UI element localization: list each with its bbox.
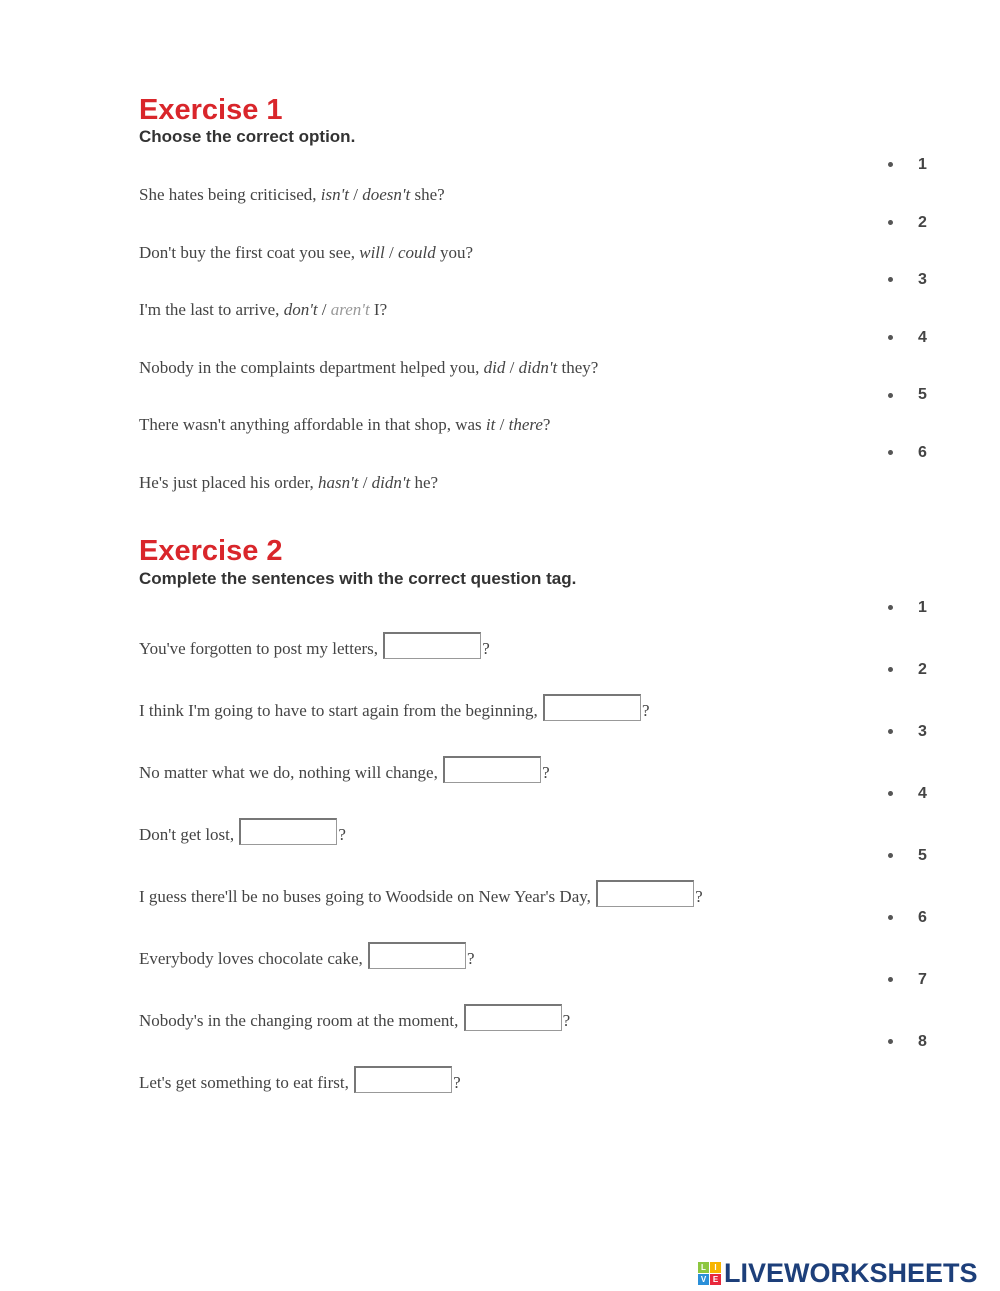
item-number-label: 6 xyxy=(918,444,927,461)
item-number-label: 1 xyxy=(918,599,927,616)
item-number-label: 6 xyxy=(918,909,927,926)
option-separator: / xyxy=(317,300,331,320)
sentence-end: ? xyxy=(467,949,475,968)
item-number xyxy=(888,215,927,231)
sentence-end: ? xyxy=(482,639,490,658)
option-1[interactable]: isn't xyxy=(320,185,349,204)
item-number-label: 4 xyxy=(918,328,927,346)
option-2[interactable]: didn't xyxy=(518,357,558,377)
sentence-text: I think I'm going to have to start again from the beginning, xyxy=(139,701,542,720)
option-separator: / xyxy=(348,185,363,204)
item-number-label: 1 xyxy=(918,156,927,173)
logo-tile: I xyxy=(710,1262,721,1273)
option-2[interactable]: there xyxy=(508,415,543,435)
sentence-text: Don't get lost, xyxy=(139,825,239,844)
item-number xyxy=(888,272,927,288)
item-number-label: 8 xyxy=(918,1033,927,1050)
item-number-label: 2 xyxy=(918,661,927,678)
answer-input[interactable] xyxy=(596,880,694,907)
bullet-icon xyxy=(888,977,893,982)
sentence-end: they? xyxy=(557,357,599,377)
bullet-icon xyxy=(888,450,893,455)
sentence-text: Don't buy the first coat you see, xyxy=(139,242,360,262)
option-separator: / xyxy=(495,415,509,435)
sentence-end: ? xyxy=(562,1011,571,1030)
item-number-label: 5 xyxy=(918,847,927,864)
option-1[interactable]: will xyxy=(359,242,385,262)
sentence-end: ? xyxy=(641,701,650,720)
sentence-end: ? xyxy=(453,1073,461,1092)
item-number xyxy=(888,387,927,403)
sentence-text: Everybody loves chocolate cake, xyxy=(139,949,367,968)
item-number-label: 2 xyxy=(918,213,927,231)
sentence xyxy=(139,244,473,261)
bullet-icon xyxy=(888,162,893,167)
item-number-label: 3 xyxy=(918,723,927,740)
answer-input[interactable] xyxy=(354,1066,452,1093)
item-number-label: 5 xyxy=(918,386,927,404)
sentence xyxy=(139,756,550,783)
answer-input[interactable] xyxy=(239,818,337,845)
item-number xyxy=(888,972,927,988)
logo-text: LIVEWORKSHEETS xyxy=(724,1258,978,1288)
bullet-icon xyxy=(888,220,893,225)
option-2[interactable]: doesn't xyxy=(362,185,411,204)
option-1[interactable]: did xyxy=(483,357,506,377)
item-number xyxy=(888,662,927,678)
option-separator: / xyxy=(505,357,519,377)
sentence-text: He's just placed his order, xyxy=(139,473,318,492)
bullet-icon xyxy=(888,393,893,398)
answer-input[interactable] xyxy=(443,756,541,783)
sentence xyxy=(139,942,475,969)
sentence-end: ? xyxy=(542,763,550,782)
option-2[interactable]: didn't xyxy=(371,473,411,492)
item-number xyxy=(888,157,927,173)
bullet-icon xyxy=(888,915,893,920)
answer-input[interactable] xyxy=(368,942,466,969)
bullet-icon xyxy=(888,667,893,672)
answer-input[interactable] xyxy=(543,694,641,721)
bullet-icon xyxy=(888,853,893,858)
option-1[interactable]: hasn't xyxy=(317,473,359,492)
bullet-icon xyxy=(888,791,893,796)
sentence-text: There wasn't anything affordable in that shop, was xyxy=(139,415,486,435)
exercise2-title: Exercise 2 xyxy=(139,535,283,567)
sentence xyxy=(139,416,550,433)
item-number xyxy=(888,1034,927,1050)
bullet-icon xyxy=(888,277,893,282)
liveworksheets-logo xyxy=(698,1258,978,1289)
logo-tile: L xyxy=(698,1262,709,1273)
sentence-text: No matter what we do, nothing will change, xyxy=(139,763,443,782)
item-number xyxy=(888,910,927,926)
sentence-text: You've forgotten to post my letters, xyxy=(139,639,383,658)
answer-input[interactable] xyxy=(383,632,481,659)
sentence-text: Let's get something to eat first, xyxy=(139,1073,354,1092)
logo-tile: V xyxy=(698,1274,709,1285)
option-2[interactable]: aren't xyxy=(330,300,370,320)
option-separator: / xyxy=(384,242,398,262)
logo-tile: E xyxy=(710,1274,721,1285)
exercise2-instruction: Complete the sentences with the correct question tag. xyxy=(139,569,577,588)
sentence xyxy=(139,1066,461,1093)
item-number-label: 7 xyxy=(918,971,927,988)
sentence xyxy=(139,1004,570,1031)
item-number-label: 3 xyxy=(918,271,927,289)
sentence xyxy=(139,880,703,907)
logo-tiles-icon xyxy=(698,1262,721,1285)
option-1[interactable]: it xyxy=(485,415,496,435)
sentence xyxy=(139,632,490,659)
bullet-icon xyxy=(888,605,893,610)
option-1[interactable]: don't xyxy=(283,300,318,320)
sentence xyxy=(139,301,387,318)
sentence xyxy=(139,359,598,376)
sentence-end: I? xyxy=(369,300,388,320)
exercise1-title: Exercise 1 xyxy=(139,94,283,126)
item-number xyxy=(888,330,927,346)
item-number xyxy=(888,848,927,864)
bullet-icon xyxy=(888,335,893,340)
sentence xyxy=(139,186,445,203)
sentence-end: he? xyxy=(410,473,439,492)
exercise1-instruction: Choose the correct option. xyxy=(139,127,356,146)
item-number xyxy=(888,600,927,616)
sentence-end: ? xyxy=(695,887,703,906)
sentence-text: I guess there'll be no buses going to Woodside on New Year's Day, xyxy=(139,887,596,906)
option-2[interactable]: could xyxy=(398,242,436,262)
option-separator: / xyxy=(358,473,372,492)
item-number xyxy=(888,724,927,740)
sentence-end: ? xyxy=(338,825,346,844)
bullet-icon xyxy=(888,729,893,734)
sentence-end: ? xyxy=(542,415,551,435)
sentence xyxy=(139,818,346,845)
sentence-end: you? xyxy=(435,242,474,262)
sentence xyxy=(139,474,438,491)
sentence-end: she? xyxy=(410,185,445,204)
bullet-icon xyxy=(888,1039,893,1044)
sentence-text: Nobody in the complaints department helped you, xyxy=(139,357,484,377)
answer-input[interactable] xyxy=(464,1004,562,1031)
item-number xyxy=(888,445,927,461)
sentence-text: She hates being criticised, xyxy=(139,185,321,204)
sentence xyxy=(139,694,650,721)
sentence-text: Nobody's in the changing room at the moment, xyxy=(139,1011,463,1030)
item-number-label: 4 xyxy=(918,785,927,802)
item-number xyxy=(888,786,927,802)
sentence-text: I'm the last to arrive, xyxy=(139,300,284,320)
